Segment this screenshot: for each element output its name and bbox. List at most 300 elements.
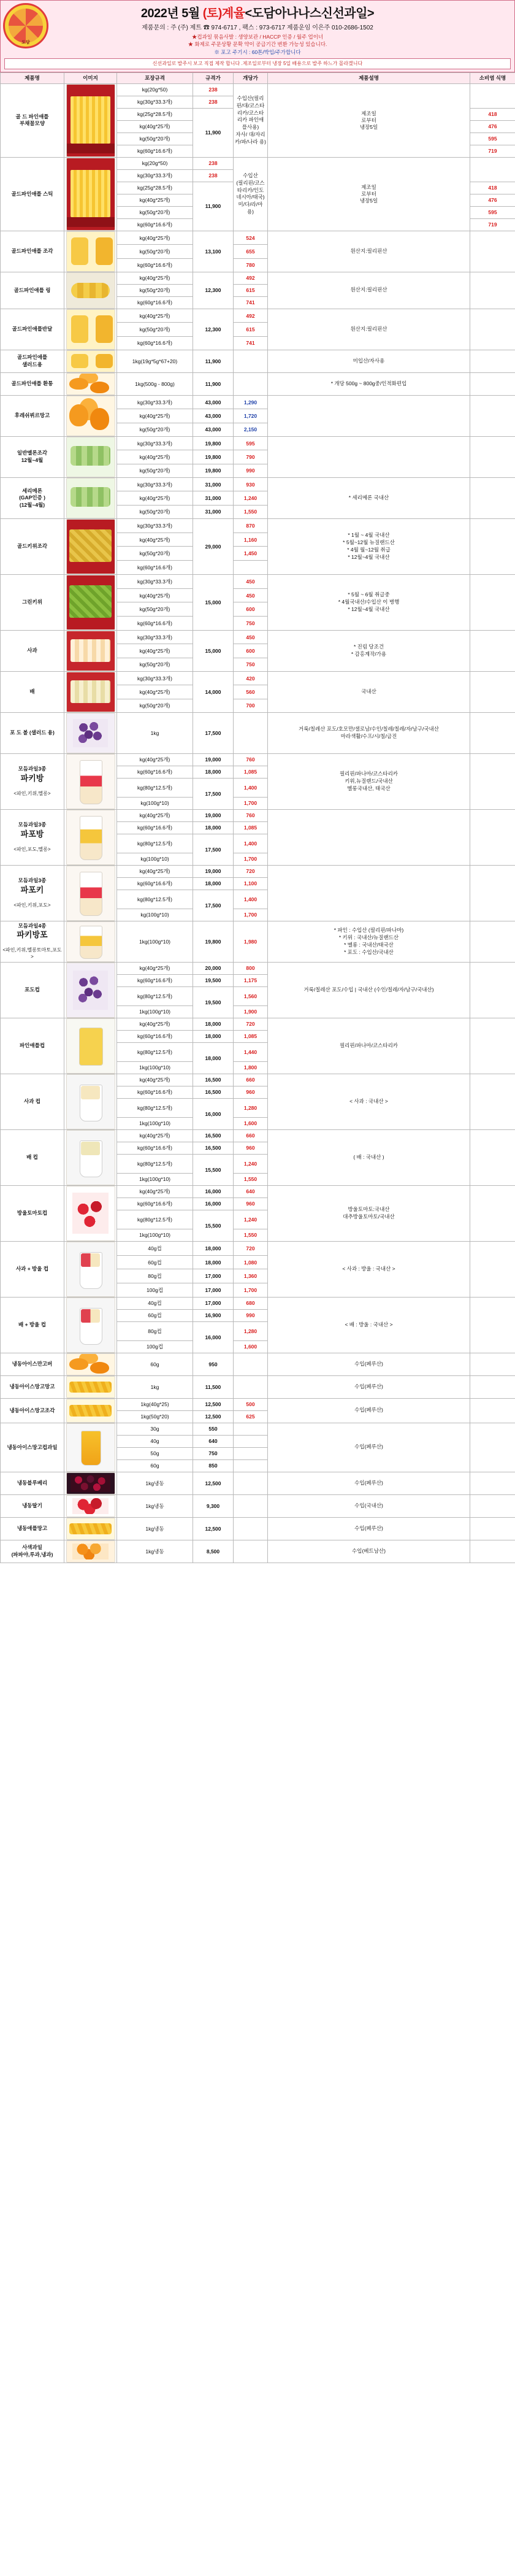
shelf-life-remark [470,1297,515,1353]
product-description: < 배 : 방울 : 국내산 > [268,1297,470,1353]
package-spec: 60g [117,1459,193,1472]
pack-price: 11,900 [193,372,234,395]
table-row [1,1423,515,1435]
product-image [64,436,117,477]
shelf-life-remark [470,231,515,272]
product-description: 수입(페루산) [268,1375,470,1398]
package-spec: kg(80g*12.5개) [117,778,193,797]
product-name: 모듬과일3종 파포키 <파인,키위,포도> [1,865,64,921]
product-name: 골드파인애플 조각 [1,231,64,272]
col-pack-price: 규격가 [193,72,234,83]
unit-price: 1,600 [234,1117,268,1129]
unit-price: 719 [470,145,515,157]
unit-price: 741 [234,296,268,309]
package-spec: kg(40g*25개) [117,409,193,423]
package-spec: kg(60g*16.6개) [117,821,193,834]
shelf-life-remark [470,395,515,436]
pack-price: 31,000 [193,477,234,491]
pack-price: 8,500 [193,1540,234,1563]
unit-price: 595 [470,206,515,218]
pack-price: 17,000 [193,1283,234,1298]
shelf-life-remark [470,372,515,395]
package-spec: kg(60g*16.6개) [117,561,193,575]
shelf-life-remark [470,630,515,671]
pack-price: 16,000 [193,1098,234,1129]
table-row [1,809,515,821]
package-spec: 40g [117,1435,193,1447]
product-thumbnail-grape-icon [66,713,115,753]
table-row [1,712,515,753]
product-description: 미입산/자사용 [268,350,470,372]
product-thumbnail-cup mix-icon [66,1242,115,1297]
product-description: * 진림 당조건 * 감홍계작/가용 [268,630,470,671]
pack-price: 18,000 [193,766,234,778]
product-description: * 5월 ~ 6월 취급중 * 4월국내산/수입산 이 병행 * 12월~4월 국내산 [268,574,470,630]
product-thumbnail-juice-icon [66,1423,115,1472]
product-name: 냉동블루베리 [1,1472,64,1494]
unit-price: 615 [234,323,268,336]
pack-price: 43,000 [193,409,234,423]
product-image [64,231,117,272]
title-main: 2022년 5월 [140,7,203,20]
pack-price: 16,000 [193,1185,234,1198]
product-thumbnail-cup pear-icon [66,1130,115,1185]
package-spec: kg(60g*16.6개) [117,1086,193,1098]
unit-price: 2,150 [234,423,268,436]
package-spec: kg(80g*12.5개) [117,890,193,909]
unit-price: 600 [234,602,268,617]
package-spec: kg(50g*20개) [117,699,193,712]
package-spec: 1kg냉동 [117,1494,193,1517]
table-row [1,1494,515,1517]
package-spec: kg(60g*16.6개) [117,766,193,778]
shelf-life-remark [470,574,515,630]
product-image [64,350,117,372]
unit-price: 750 [234,617,268,631]
unit-price: 492 [234,272,268,284]
package-spec: kg(60g*16.6개) [117,1198,193,1210]
unit-price: 1,290 [234,395,268,409]
pack-price: 11,500 [193,1375,234,1398]
package-spec: kg(60g*16.6개) [117,336,193,350]
package-spec: kg(50g*20개) [117,658,193,671]
table-row [1,1472,515,1494]
package-spec: kg(50g*20개) [117,505,193,518]
package-spec: 1kg(100g*10) [117,1005,193,1018]
package-spec: kg(100g*10) [117,797,193,809]
table-row [1,372,515,395]
unit-price: 1,900 [234,1005,268,1018]
unit-price: 238 [193,96,234,108]
product-image [64,753,117,809]
package-spec: kg(50g*20개) [117,245,193,258]
table-row [1,477,515,491]
unit-price: 625 [234,1410,268,1423]
pack-price: 11,900 [193,108,234,157]
package-spec: kg(40g*25개) [117,533,193,547]
product-thumbnail-ring-icon [66,272,115,309]
package-spec: kg(60g*16.6개) [117,218,193,231]
product-image [64,477,117,518]
pack-price: 11,900 [193,350,234,372]
product-image [64,809,117,865]
product-thumbnail-corn-icon [66,1399,115,1423]
unit-price: 719 [470,218,515,231]
package-spec: kg(40g*25개) [117,450,193,464]
pack-price: 17,500 [193,834,234,865]
table-row [1,395,515,409]
product-thumbnail-berry-icon [66,1472,115,1494]
header-bullet-3: ※ 포고 주기시 : 60톤/박입/주가합니다 [214,48,301,55]
package-spec: 1kg(100g*10) [117,1117,193,1129]
product-image [64,395,117,436]
product-description: 원산지:필리핀산 [268,231,470,272]
unit-price: 720 [234,1241,268,1255]
product-name: 냉동아이스망고망고 [1,1375,64,1398]
unit-price: 418 [470,108,515,120]
table-row [1,574,515,588]
pack-price: 17,500 [193,890,234,921]
document-header [0,0,515,72]
product-image [64,1353,117,1375]
package-spec: kg(60g*16.6개) [117,296,193,309]
unit-price: 524 [234,231,268,244]
shelf-life-remark [470,865,515,921]
product-description: * 개당 500g ~ 800g중/인적화편입 [268,372,470,395]
unit-price: 741 [234,336,268,350]
shelf-life-remark [470,272,515,309]
package-spec: kg(30g*33.3개) [117,574,193,588]
product-image [64,962,117,1018]
package-spec: kg(40g*25개) [117,809,193,821]
product-image [64,518,117,574]
product-name: 냉동아이스망고컵과일 [1,1423,64,1472]
unit-price: 640 [234,1185,268,1198]
unit-price: 1,175 [234,974,268,986]
product-thumbnail-redbox-icon [66,158,115,231]
col-image: 이미지 [64,72,117,83]
unit-price: 595 [470,133,515,145]
unit-price: 1,600 [234,1340,268,1353]
product-name: 배 컵 [1,1129,64,1185]
package-spec: 100g컵 [117,1283,193,1298]
pack-price: 16,500 [193,1129,234,1142]
package-spec: kg(80g*12.5개) [117,1042,193,1061]
shelf-life-remark [470,1472,515,1494]
package-spec: kg(100g*10) [117,853,193,865]
pack-price: 15,500 [193,1210,234,1241]
table-row [1,350,515,372]
product-image [64,1018,117,1074]
pack-price: 16,000 [193,1321,234,1353]
unit-price: 560 [234,685,268,699]
table-body [1,83,515,1563]
pack-price: 19,800 [193,464,234,477]
product-name: 사색과일 (파파야,루과,냉과) [1,1540,64,1563]
table-row [1,865,515,877]
package-spec: kg(20g*50) [117,157,193,169]
unit-price: 1,160 [234,533,268,547]
pack-price: 31,000 [193,491,234,505]
shelf-life-remark [470,477,515,518]
product-image [64,712,117,753]
unit-price: 420 [234,671,268,685]
unit-price: 720 [234,1018,268,1030]
unit-price [234,1375,268,1398]
product-thumbnail-strawberry-icon [66,1495,115,1517]
product-thumbnail-mango-icon [66,396,115,436]
unit-price: 595 [234,436,268,450]
shelf-life-remark [470,712,515,753]
product-name: 골드키위조각 [1,518,64,574]
product-thumbnail-parfait gold-icon [66,810,115,865]
package-spec: kg(40g*25개) [117,1018,193,1030]
unit-price [234,1447,268,1459]
pack-price: 19,500 [193,986,234,1018]
shelf-life-remark [470,518,515,574]
unit-price: 500 [234,1398,268,1410]
unit-price: 1,450 [234,547,268,561]
product-name: 파인애플컵 [1,1018,64,1074]
package-spec: kg(40g*25개) [117,194,193,206]
table-row [1,1241,515,1255]
pack-price: 12,500 [193,1398,234,1410]
shelf-life-remark [470,809,515,865]
unit-price: 1,720 [234,409,268,423]
shelf-life-remark [470,1129,515,1185]
shelf-life-remark [470,1241,515,1297]
unit-price: 960 [234,1086,268,1098]
pack-price: 19,000 [193,865,234,877]
package-spec: 1kg냉동 [117,1472,193,1494]
unit-price: 1,550 [234,1173,268,1185]
package-spec: 1kg [117,712,193,753]
product-description: 수입산 (필리핀/코스타리카/인도네시아/태국) 미/다/라/마 용) [234,157,268,231]
package-spec: 1kg냉동 [117,1540,193,1563]
product-description: * 1월 ~ 4월 국내산 * 5월~12월 뉴질랜드산 * 4월 월~12월 취급 * 12월~4월 국내산 [268,518,470,574]
pack-price: 18,000 [193,1030,234,1042]
shelf-life-remark [470,753,515,809]
package-spec: kg(80g*12.5개) [117,1210,193,1229]
unit-price: 660 [234,1074,268,1086]
unit-price: 1,980 [234,921,268,962]
shelf-life-remark [470,1018,515,1074]
pack-price: 43,000 [193,423,234,436]
package-spec: 1kg(100g*10) [117,1061,193,1074]
unit-price: 1,100 [234,877,268,890]
table-row [1,630,515,644]
product-image [64,921,117,962]
shelf-life-remark [470,671,515,712]
unit-price: 1,700 [234,909,268,921]
package-spec: 60g컵 [117,1309,193,1321]
product-name: 모듬과일3종 파포방 <파인,포도,멜롱> [1,809,64,865]
pack-price: 31,000 [193,505,234,518]
shelf-life-remark [470,921,515,962]
product-thumbnail-grape-icon [66,963,115,1018]
shelf-life-remark [470,1074,515,1129]
unit-price: 476 [470,194,515,206]
package-spec: kg(40g*25개) [117,753,193,766]
table-row [1,1398,515,1410]
package-spec: 100g컵 [117,1340,193,1353]
product-name: 골 드 파인애플 부채꼴모양 [1,83,64,157]
unit-price: 450 [234,630,268,644]
unit-price: 1,400 [234,890,268,909]
unit-price: 760 [234,753,268,766]
product-thumbnail-mandarin-icon [66,1540,115,1563]
pack-price: 18,000 [193,1255,234,1269]
header-bullet-2: ★ 화제로 주문상황 문확 약이 공급기간 변환 가능성 있습니다. [188,41,327,48]
unit-price: 990 [234,464,268,477]
package-spec: 1kg(19g*5g*67+20) [117,350,193,372]
product-thumbnail-strawberry-icon [66,1186,115,1241]
unit-price: 760 [234,809,268,821]
table-row [1,1074,515,1086]
product-thumbnail-melon-icon [66,478,115,518]
product-name: 후레쉬뷔르망고 [1,395,64,436]
unit-price: 238 [193,169,234,182]
package-spec: kg(80g*12.5개) [117,834,193,853]
product-description: 수입(국내산) [268,1494,470,1517]
product-image [64,157,117,231]
table-row [1,272,515,284]
product-description: 수입(페루산) [268,1398,470,1423]
unit-price [234,1459,268,1472]
package-spec: kg(40g*25개) [117,685,193,699]
shelf-life-remark [470,962,515,1018]
package-spec: kg(40g*25개) [117,644,193,658]
package-spec: 40g컵 [117,1241,193,1255]
unit-price [234,1494,268,1517]
unit-price [234,1423,268,1435]
unit-price: 1,400 [234,778,268,797]
package-spec: kg(40g*25개) [117,962,193,974]
product-name: 방울토마토컵 [1,1185,64,1241]
unit-price: 680 [234,1297,268,1309]
pack-price: 12,500 [193,1472,234,1494]
title-highlight: (토)계율 [202,7,245,20]
unit-price: 1,550 [234,1229,268,1241]
package-spec: kg(40g*25개) [117,588,193,602]
pack-price: 12,500 [193,1517,234,1540]
pack-price: 11,900 [193,182,234,231]
table-row [1,518,515,533]
pack-price: 17,000 [193,1297,234,1309]
pack-price: 640 [193,1435,234,1447]
product-name: 세리메론 (GAP인증 ) (12월~4월) [1,477,64,518]
product-thumbnail-pineyellow-icon [66,309,115,350]
unit-price: 450 [234,574,268,588]
unit-price: 450 [234,588,268,602]
shelf-life-remark [470,350,515,372]
package-spec: kg(60g*16.6개) [117,974,193,986]
product-image [64,1398,117,1423]
package-spec: 40g컵 [117,1297,193,1309]
unit-price [234,1472,268,1494]
shelf-life-remark [470,1375,515,1398]
package-spec: kg(30g*33.3개) [117,477,193,491]
product-thumbnail-pear-icon [66,672,115,712]
shelf-life-remark: 제조일 로부터 냉장5일 [268,83,470,157]
product-name: 배 + 방울 컵 [1,1297,64,1353]
package-spec: kg(50g*20개) [117,133,193,145]
shelf-life-remark [470,436,515,477]
table-row [1,231,515,244]
package-spec: kg(40g*25개) [117,309,193,322]
product-name: 포 도 볼 (샐러드 용) [1,712,64,753]
package-spec: kg(80g*12.5개) [117,1098,193,1117]
package-spec: kg(80g*12.5개) [117,1154,193,1173]
pack-price: 16,500 [193,1086,234,1098]
product-image [64,574,117,630]
package-spec: kg(40g*25개) [117,120,193,133]
table-row [1,1517,515,1540]
package-spec: kg(60g*16.6개) [117,877,193,890]
product-image [64,671,117,712]
pack-price: 12,500 [193,1410,234,1423]
unit-price: 1,240 [234,1154,268,1173]
pack-price: 9,300 [193,1494,234,1517]
unit-price [234,1353,268,1375]
product-description [268,436,470,477]
package-spec: 30g [117,1423,193,1435]
unit-price: 720 [234,865,268,877]
package-spec: kg(30g*33.3개) [117,395,193,409]
table-row [1,1353,515,1375]
unit-price [234,1435,268,1447]
unit-price: 990 [234,1309,268,1321]
pack-price: 17,000 [193,1269,234,1283]
table-row [1,83,515,96]
package-spec: kg(50g*20개) [117,602,193,617]
shelf-life-remark [470,1494,515,1517]
package-spec: kg(30g*33.3개) [117,518,193,533]
product-description [268,865,470,921]
package-spec: kg(40g*25개) [117,1129,193,1142]
product-name: 그린키위 [1,574,64,630]
unit-price: 1,360 [234,1269,268,1283]
product-name: 포도컵 [1,962,64,1018]
product-image [64,630,117,671]
pack-price: 16,000 [193,1198,234,1210]
package-spec: kg(40g*25개) [117,231,193,244]
unit-price: 1,800 [234,1061,268,1074]
col-remark: 소비염 식명 [470,72,515,83]
contact-line: 제품문의 : 주 (주) 제트 ☎ 974-6717 , 팩스 : 973-6717 제품운임 이은주 010-2686-1502 [142,25,373,31]
package-spec: kg(60g*16.6개) [117,1030,193,1042]
table-header-row [1,72,515,83]
product-name: 냉동아이스만고버 [1,1353,64,1375]
product-description: < 사과 : 국내산 > [268,1074,470,1129]
product-name: 모듬과일3종 파키방 <파인,키위,멜롱> [1,753,64,809]
unit-price [234,561,268,575]
unit-price [234,372,268,395]
table-row [1,1185,515,1198]
unit-price: 238 [193,157,234,169]
unit-price: 476 [470,120,515,133]
shelf-life-remark [470,1398,515,1423]
pack-price: 17,500 [193,712,234,753]
unit-price: 1,440 [234,1042,268,1061]
pack-price: 12,300 [193,272,234,309]
product-name: 사과 + 방울 컵 [1,1241,64,1297]
unit-price: 1,280 [234,1321,268,1340]
unit-price: 655 [234,245,268,258]
product-thumbnail-corn-icon [66,1376,115,1398]
product-description: 방울토마토:국내산 대추방울토마토/국내산 [268,1185,470,1241]
product-description [268,809,470,865]
